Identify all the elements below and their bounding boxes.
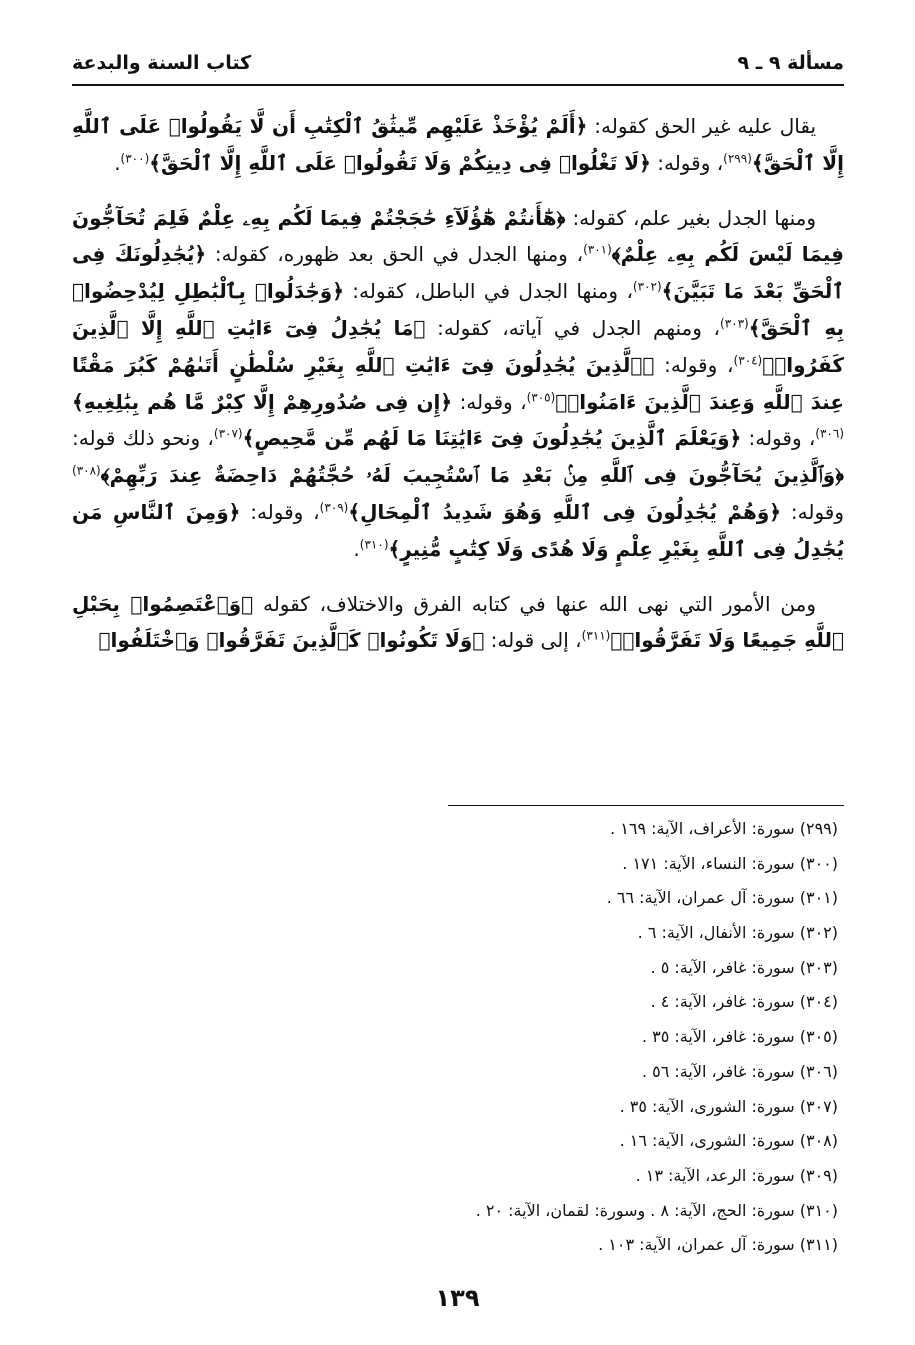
footnote: (٣٠٦) سورة: غافر، الآية: ٥٦ . (641, 1061, 838, 1081)
text-run: . (114, 150, 121, 175)
quran-quote: ﴿هَٰٓأَنتُمْ هَٰٓؤُلَآءِ حَٰجَجْتُمْ فِيمَا لَكُم بِهِۦ عِلْمٌ فَلِمَ تُحَآجُّونَ فِيمَا لَيْسَ لَكُم بِهِۦ عِلْمٌ﴾ (72, 205, 844, 267)
page-number: ١٣٩ (435, 1284, 480, 1312)
text-run: ، وقوله: (741, 426, 816, 451)
text-run: وقوله: (781, 499, 844, 524)
footnote-ref: (٣٠٨) (72, 463, 101, 478)
quran-quote: ﴿إِن فِى صُدُورِهِمْ إِلَّا كِبْرٌ مَّا هُم بِبَٰلِغِيهِ﴾ (72, 389, 453, 414)
body-paragraph (72, 200, 844, 568)
footnote: (٣٠٢) سورة: الأنفال، الآية: ٦ . (637, 923, 838, 943)
text-run: ، ونحو ذلك قوله: (72, 426, 214, 451)
footnote: (٣٠٠) سورة: النساء، الآية: ١٧١ . (622, 853, 838, 873)
quran-quote: ﴿وَجَٰدَلُوا۟ بِٱلْبَٰطِلِ لِيُدْحِضُوا۟ بِهِ ٱلْحَقَّ﴾ (72, 279, 844, 340)
footnote-ref: (٣٠٠) (120, 151, 150, 166)
footnotes-rule (448, 805, 844, 806)
footnote: (٣١١) سورة: آل عمران، الآية: ١٠٣ . (598, 1235, 838, 1255)
footnote-ref: (٢٩٩) (723, 151, 752, 166)
text-run: ، ومنها الجدل في الحق بعد ظهوره، كقوله: (206, 242, 584, 267)
text-run: يقال عليه غير الحق كقوله: (587, 114, 817, 138)
footnote-ref: (٣٠٦) (815, 426, 844, 441)
body-text (72, 108, 844, 659)
quran-quote: ﴿لَا تَغْلُوا۟ فِى دِينِكُمْ وَلَا تَقُولُوا۟ عَلَى ٱللَّهِ إِلَّا ٱلْحَقَّ﴾ (149, 150, 651, 175)
footnote: (٣١٠) سورة: الحج، الآية: ٨ . وسورة: لقمان، الآية: ٢٠ . (475, 1200, 838, 1220)
quran-quote: ﴿وَلَا تَكُونُوا۟ كَٱلَّذِينَ تَفَرَّقُوا۟ وَٱخْتَلَفُوا۟ (98, 628, 485, 653)
quran-quote: ﴿وَهُمْ يُجَٰدِلُونَ فِى ٱللَّهِ وَهُوَ شَدِيدُ ٱلْمِحَالِ﴾ (348, 499, 782, 524)
quran-quote: ﴿وَيَعْلَمَ ٱلَّذِينَ يُجَٰدِلُونَ فِىٓ ءَايَٰتِنَا مَا لَهُم مِّن مَّحِيصٍ﴾ (242, 426, 742, 451)
footnote-ref: (٣٠٣) (720, 316, 749, 331)
footnote: (٣٠٤) سورة: غافر، الآية: ٤ . (650, 992, 838, 1012)
book-title: كتاب السنة والبدعة (72, 52, 252, 74)
text-run: ومنها الجدل بغير علم، كقوله: (565, 205, 816, 230)
text-run: ، وقوله: (240, 499, 320, 524)
quran-quote: ﴿يُجَٰدِلُونَكَ فِى ٱلْحَقِّ بَعْدَ مَا تَبَيَّنَ﴾ (72, 242, 845, 304)
footnote: (٣٠٩) سورة: الرعد، الآية: ١٣ . (635, 1165, 838, 1185)
footnote-ref: (٣٠٩) (319, 500, 349, 515)
body-paragraph (72, 586, 844, 660)
body-paragraph (72, 108, 844, 182)
text-run: ، وقوله: (654, 352, 734, 377)
quran-quote: ﴿وَٱلَّذِينَ يُحَآجُّونَ فِى ٱللَّهِ مِنۢ بَعْدِ مَا ٱسْتُجِيبَ لَهُۥ حُجَّتُهُمْ دَاحِضَةٌ عِندَ رَبِّهِمْ﴾ (100, 463, 844, 488)
section-label: مسألة ٩ ـ ٩ (737, 52, 844, 74)
text-run: ، ومنهم الجدل في آياته، كقوله: (425, 315, 720, 340)
running-header (72, 46, 844, 80)
quran-quote: ﴿ٱلَّذِينَ يُجَٰدِلُونَ فِىٓ ءَايَٰتِ ٱللَّهِ بِغَيْرِ سُلْطَٰنٍ أَتَىٰهُمْ كَبُرَ مَقْتًا عِندَ ٱللَّهِ وَعِندَ ٱلَّذِينَ ءَامَنُوا۟﴾ (72, 352, 844, 414)
footnotes-list (72, 812, 838, 1263)
footnote-ref: (٣٠٥) (526, 389, 556, 404)
text-run: ، وقوله: (650, 150, 724, 175)
footnote-ref: (٣١٠) (359, 537, 389, 552)
text-run: ، وقوله: (452, 389, 527, 414)
quran-quote: ﴿أَلَمْ يُؤْخَذْ عَلَيْهِم مِّيثَٰقُ ٱلْكِتَٰبِ أَن لَّا يَقُولُوا۟ عَلَى ٱللَّهِ إِلَّا ٱلْحَقَّ﴾ (72, 114, 844, 175)
footnote: (٣٠١) سورة: آل عمران، الآية: ٦٦ . (606, 888, 838, 908)
footnote-ref: (٣٠٤) (733, 353, 763, 368)
footnote: (٣٠٨) سورة: الشورى، الآية: ١٦ . (619, 1131, 838, 1151)
text-run: ، إلى قوله: (484, 628, 582, 653)
footnote-ref: (٣٠١) (583, 242, 612, 257)
quran-quote: ﴿وَمِنَ ٱلنَّاسِ مَن يُجَٰدِلُ فِى ٱللَّهِ بِغَيْرِ عِلْمٍ وَلَا هُدًى وَلَا كِتَٰبٍ مُّنِيرٍ﴾ (72, 499, 844, 561)
header-rule (72, 84, 844, 86)
footnote-ref: (٣٠٢) (632, 279, 662, 294)
quran-quote: ﴿مَا يُجَٰدِلُ فِىٓ ءَايَٰتِ ٱللَّهِ إِلَّا ٱلَّذِينَ كَفَرُوا۟﴾ (72, 315, 844, 377)
footnote-ref: (٣٠٧) (213, 426, 243, 441)
footnote: (٣٠٧) سورة: الشورى، الآية: ٣٥ . (619, 1096, 838, 1116)
text-run: ، ومنها الجدل في الباطل، كقوله: (343, 279, 633, 304)
footnote-ref: (٣١١) (581, 628, 611, 643)
footnote: (٢٩٩) سورة: الأعراف، الآية: ١٦٩ . (610, 819, 838, 838)
quran-quote: ﴿وَٱعْتَصِمُوا۟ بِحَبْلِ ٱللَّهِ جَمِيعًا وَلَا تَفَرَّقُوا۟﴾ (72, 591, 844, 653)
footnote: (٣٠٣) سورة: غافر، الآية: ٥ . (650, 957, 838, 977)
text-run: . (353, 536, 360, 561)
footnote: (٣٠٥) سورة: غافر، الآية: ٣٥ . (641, 1027, 838, 1047)
text-run: ومن الأمور التي نهى الله عنها في كتابه الفرق والاختلاف، كقوله (253, 591, 816, 616)
